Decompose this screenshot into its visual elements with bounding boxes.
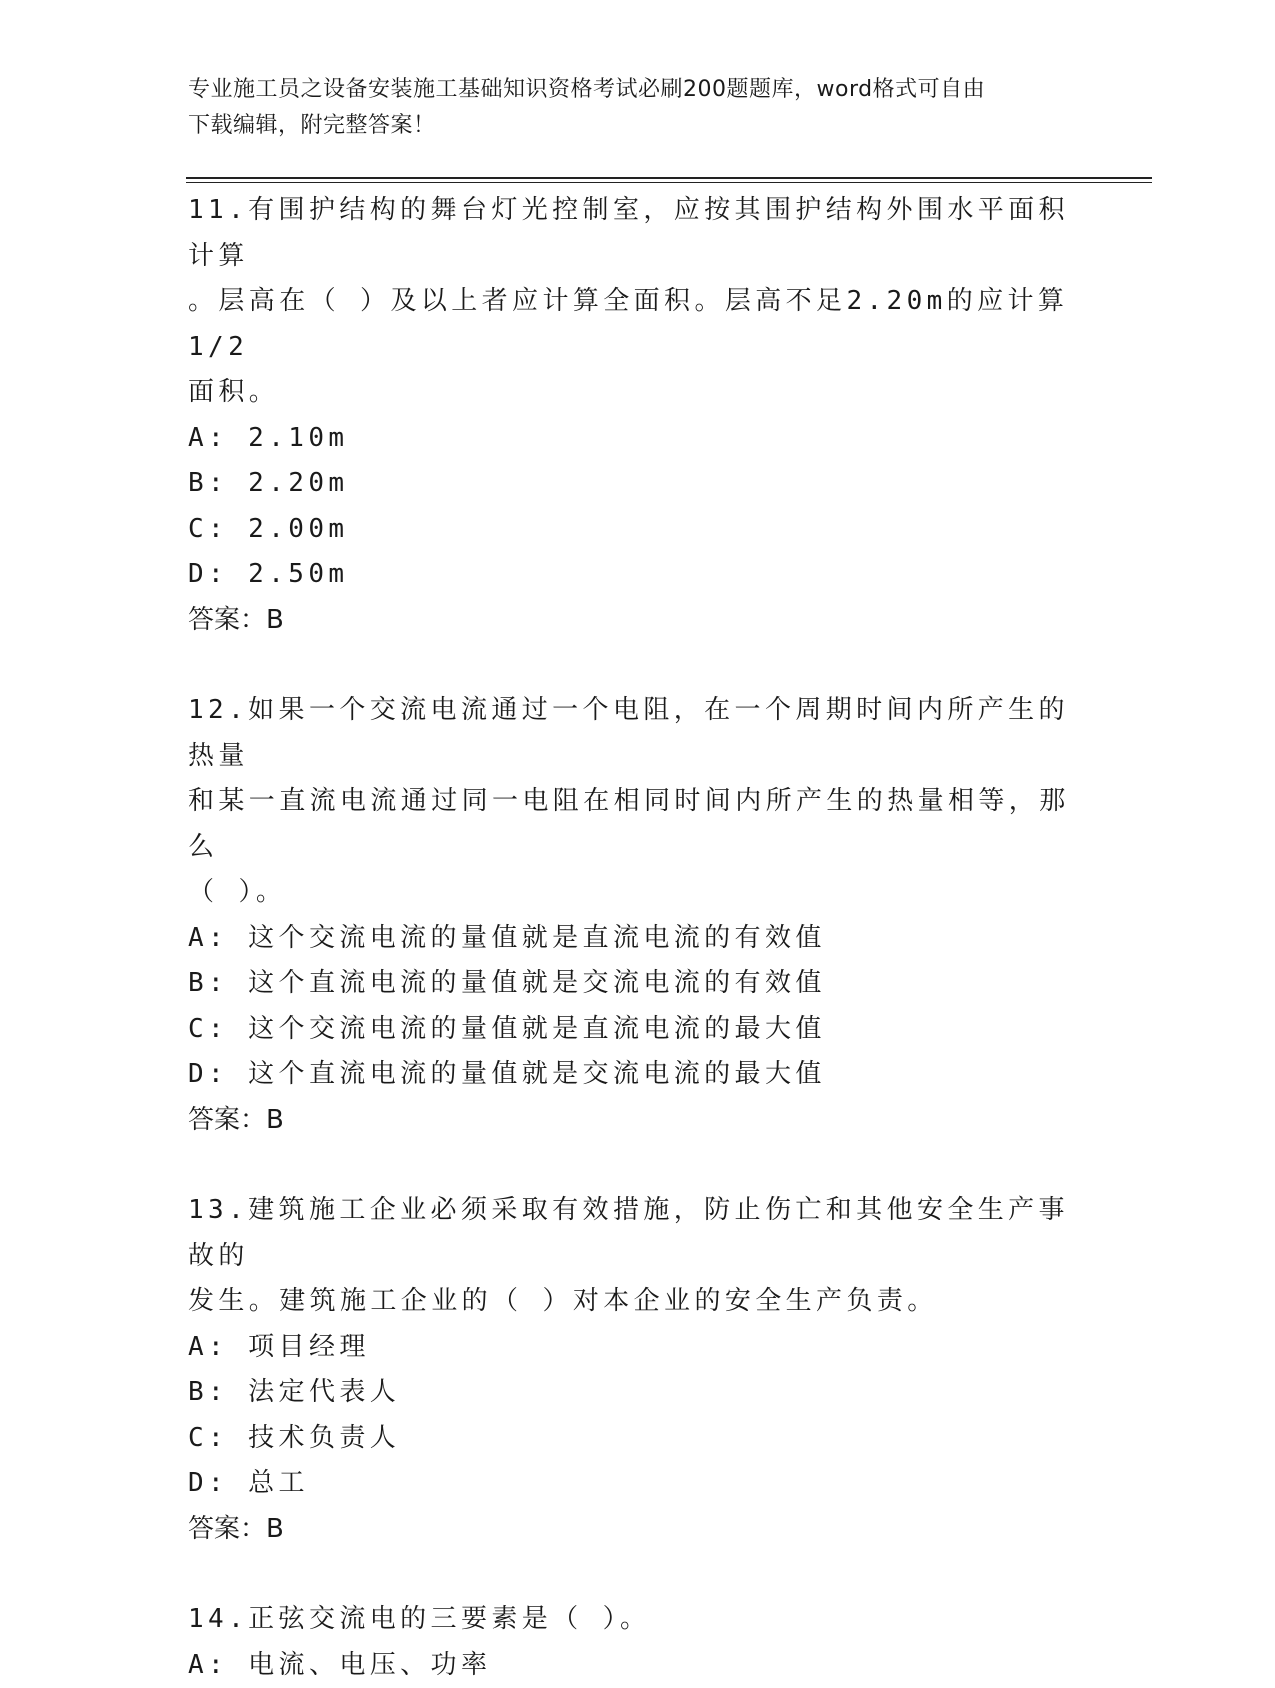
question-spacer xyxy=(188,643,1088,688)
question-14 xyxy=(188,1597,1088,1688)
question-text-line: 12.如果一个交流电流通过一个电阻，在一个周期时间内所产生的热量 xyxy=(188,688,1088,779)
question-text-line: 面积。 xyxy=(188,370,1088,416)
option-b: B: 2.20m xyxy=(188,461,1088,507)
question-12 xyxy=(188,688,1088,1143)
option-c: C: 这个交流电流的量值就是直流电流的最大值 xyxy=(188,1007,1088,1053)
question-text-line: 和某一直流电流通过同一电阻在相同时间内所产生的热量相等，那么 xyxy=(188,779,1088,870)
header-divider-thick xyxy=(186,177,1152,179)
question-list xyxy=(188,188,1088,1688)
option-d: D: 这个直流电流的量值就是交流电流的最大值 xyxy=(188,1052,1088,1098)
header-line-1: 专业施工员之设备安装施工基础知识资格考试必刷200题题库，word格式可自由 xyxy=(188,72,1068,108)
question-text-line: 14.正弦交流电的三要素是（ ）。 xyxy=(188,1597,1088,1643)
question-13 xyxy=(188,1188,1088,1552)
option-a: A: 这个交流电流的量值就是直流电流的有效值 xyxy=(188,916,1088,962)
header-line-2: 下载编辑，附完整答案！ xyxy=(188,108,1068,144)
header-divider-thin xyxy=(186,182,1152,183)
answer-label: 答案：B xyxy=(188,1507,1088,1553)
option-b: B: 法定代表人 xyxy=(188,1370,1088,1416)
question-spacer xyxy=(188,1143,1088,1188)
option-c: C: 技术负责人 xyxy=(188,1416,1088,1462)
question-spacer xyxy=(188,1552,1088,1597)
question-11 xyxy=(188,188,1088,643)
question-text-line: 11.有围护结构的舞台灯光控制室，应按其围护结构外围水平面积计算 xyxy=(188,188,1088,279)
option-a: A: 电流、电压、功率 xyxy=(188,1643,1088,1688)
question-text-line: 发生。建筑施工企业的（ ）对本企业的安全生产负责。 xyxy=(188,1279,1088,1325)
answer-label: 答案：B xyxy=(188,1098,1088,1144)
document-header xyxy=(188,72,1068,144)
answer-label: 答案：B xyxy=(188,598,1088,644)
option-c: C: 2.00m xyxy=(188,507,1088,553)
option-a: A: 项目经理 xyxy=(188,1325,1088,1371)
option-a: A: 2.10m xyxy=(188,416,1088,462)
question-text-line: 。层高在（ ）及以上者应计算全面积。层高不足2.20m的应计算1/2 xyxy=(188,279,1088,370)
option-d: D: 2.50m xyxy=(188,552,1088,598)
option-b: B: 这个直流电流的量值就是交流电流的有效值 xyxy=(188,961,1088,1007)
question-text-line: （ ）。 xyxy=(188,870,1088,916)
option-d: D: 总工 xyxy=(188,1461,1088,1507)
question-text-line: 13.建筑施工企业必须采取有效措施，防止伤亡和其他安全生产事故的 xyxy=(188,1188,1088,1279)
